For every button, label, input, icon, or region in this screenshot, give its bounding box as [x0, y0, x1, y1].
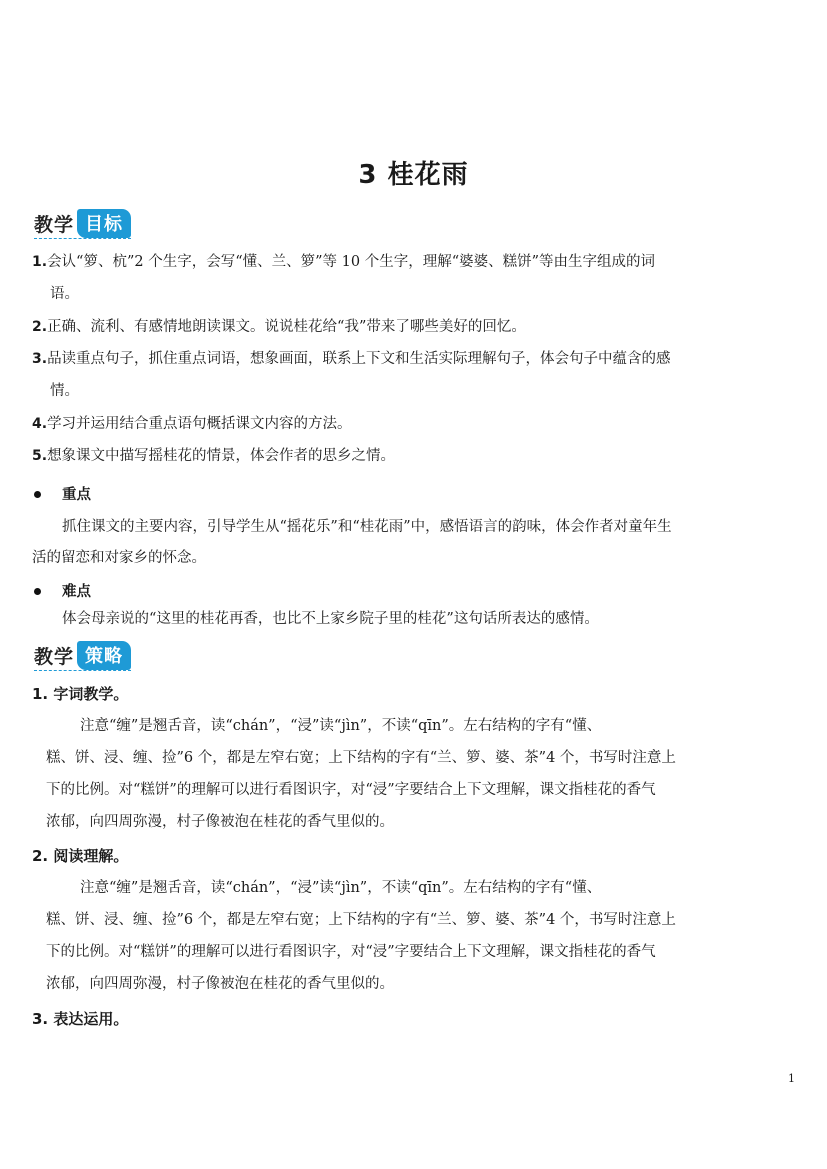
strategy-section-2-line-4: 浓郁，向四周弥漫，村子像被泡在桂花的香气里似的。	[46, 976, 394, 992]
strategy-section-2-line-3: 下的比例。对“糕饼”的理解可以进行看图识字，对“浸”字要结合上下文理解，课文指桂花的香气	[46, 944, 656, 960]
goals-heading-text: 教学	[34, 213, 75, 236]
key-point-bullet-icon	[34, 491, 41, 498]
key-point-text-cont: 活的留恋和对家乡的怀念。	[32, 550, 206, 566]
goal-item-4: 4.学习并运用结合重点语句概括课文内容的方法。	[32, 416, 352, 432]
difficulty-text: 体会母亲说的“这里的桂花再香，也比不上家乡院子里的桂花”这句话所表达的感情。	[62, 611, 599, 627]
goal-item-1-cont: 语。	[50, 286, 79, 302]
strategy-section-2-title: 2. 阅读理解。	[32, 847, 129, 865]
strategy-section-1-line-1: 注意“缠”是翘舌音，读“chán”，“浸”读“jìn”，不读“qīn”。左右结构的字有“懂、	[80, 718, 602, 734]
goal-item-3-cont: 情。	[50, 383, 79, 399]
goal-item-1: 1.会认“箩、杭”2 个生字，会写“懂、兰、箩”等 10 个生字，理解“婆婆、糕饼”等由生字组成的词	[32, 254, 656, 270]
strategy-section-1-line-2: 糕、饼、浸、缠、捡”6 个，都是左窄右宽；上下结构的字有“兰、箩、婆、茶”4 个，书写时注意上	[46, 750, 676, 766]
key-point-text: 抓住课文的主要内容，引导学生从“摇花乐”和“桂花雨”中，感悟语言的韵味，体会作者对童年生	[62, 519, 672, 535]
goal-item-3: 3.品读重点句子，抓住重点词语，想象画面，联系上下文和生活实际理解句子，体会句子中蕴含的感	[32, 351, 671, 367]
strategy-section-1-title: 1. 字词教学。	[32, 685, 129, 703]
section-heading-strategy	[34, 640, 131, 671]
strategy-heading-tag: 策略	[77, 641, 131, 670]
goal-item-2: 2.正确、流利、有感情地朗读课文。说说桂花给“我”带来了哪些美好的回忆。	[32, 319, 526, 335]
strategy-section-1-line-3: 下的比例。对“糕饼”的理解可以进行看图识字，对“浸”字要结合上下文理解，课文指桂花的香气	[46, 782, 656, 798]
strategy-section-1-line-4: 浓郁，向四周弥漫，村子像被泡在桂花的香气里似的。	[46, 814, 394, 830]
key-point-label: 重点	[62, 487, 91, 503]
difficulty-label: 难点	[62, 584, 91, 600]
section-heading-goals	[34, 208, 131, 239]
difficulty-bullet-icon	[34, 588, 41, 595]
strategy-section-2-line-1: 注意“缠”是翘舌音，读“chán”，“浸”读“jìn”，不读“qīn”。左右结构的字有“懂、	[80, 880, 602, 896]
page-title: 3 桂花雨	[358, 160, 469, 190]
strategy-heading-text: 教学	[34, 645, 75, 668]
goal-item-5: 5.想象课文中描写摇桂花的情景，体会作者的思乡之情。	[32, 448, 396, 464]
goals-heading-tag: 目标	[77, 209, 131, 238]
page-number: 1	[788, 1072, 795, 1085]
strategy-section-3-title: 3. 表达运用。	[32, 1010, 129, 1028]
strategy-section-2-line-2: 糕、饼、浸、缠、捡”6 个，都是左窄右宽；上下结构的字有“兰、箩、婆、茶”4 个，书写时注意上	[46, 912, 676, 928]
